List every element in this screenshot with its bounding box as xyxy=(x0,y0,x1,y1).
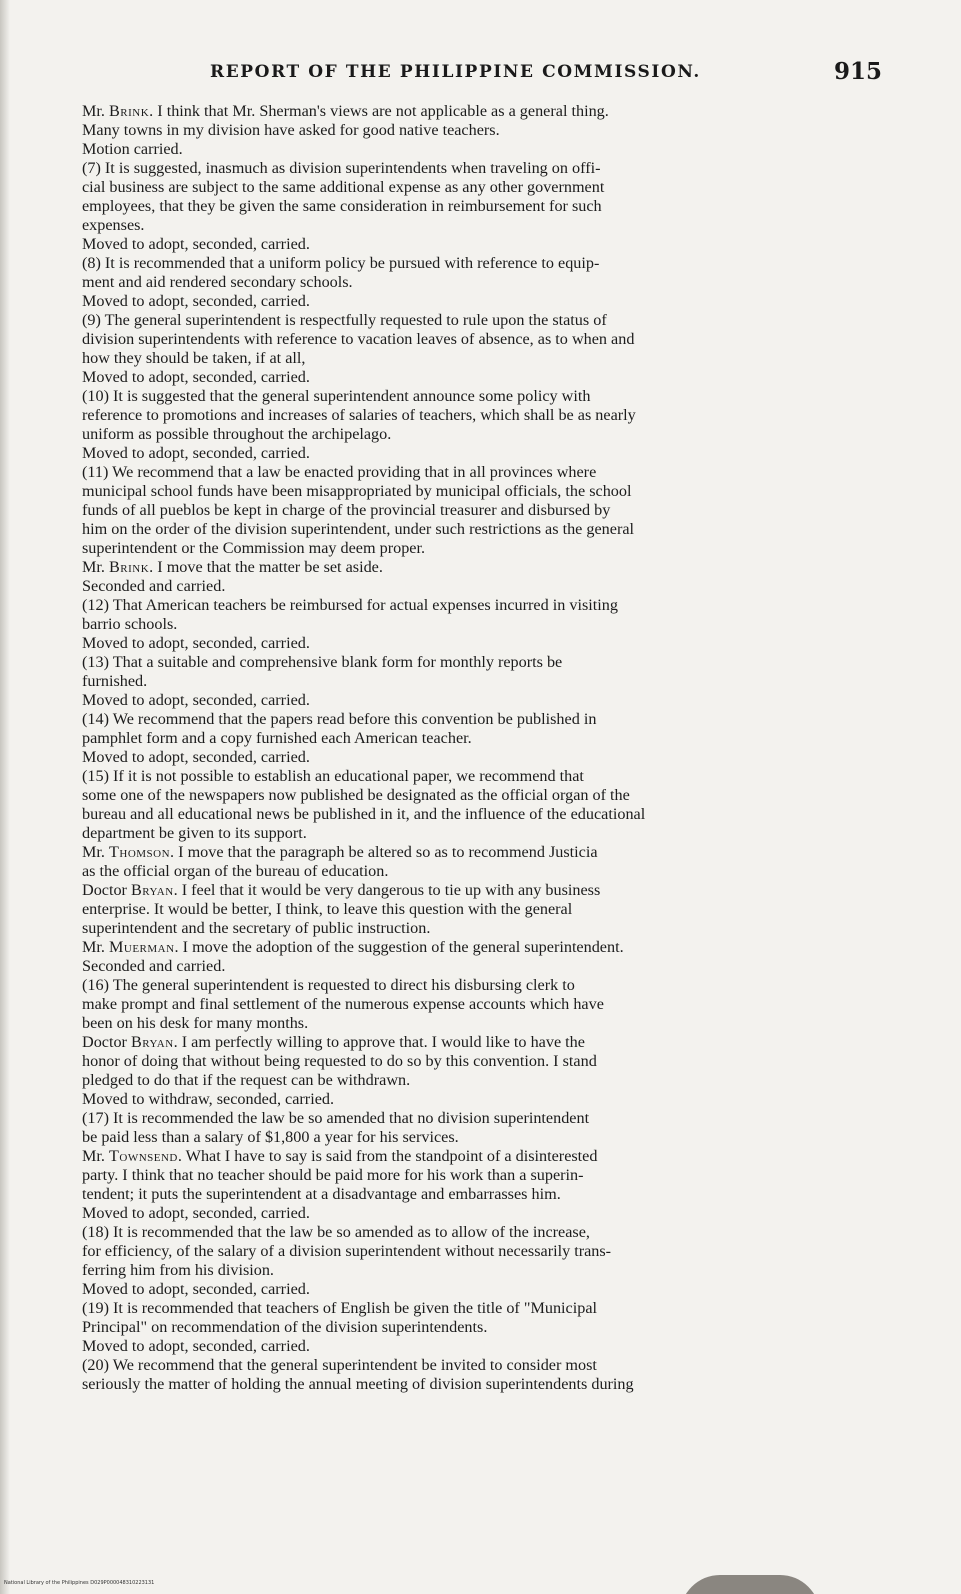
text-line: ferring him from his division. xyxy=(82,1261,274,1279)
text-line: Mr. Townsend. What I have to say is said from the standpoint of a disinterested xyxy=(82,1147,598,1165)
text-line: Principal" on recommendation of the division superintendents. xyxy=(82,1318,488,1336)
text-line: tendent; it puts the superintendent at a disadvantage and embarrasses him. xyxy=(82,1185,561,1203)
text-line: reference to promotions and increases of salaries of teachers, which shall be as nearly xyxy=(82,406,636,424)
text-line: department be given to its support. xyxy=(82,824,307,842)
text-line: Moved to withdraw, seconded, carried. xyxy=(82,1090,335,1108)
text-line: (19) It is recommended that teachers of English be given the title of "Municipal xyxy=(82,1299,598,1317)
text-line: Moved to adopt, seconded, carried. xyxy=(82,444,310,462)
text-line: (10) It is suggested that the general superintendent announce some policy with xyxy=(82,387,591,405)
text-line: superintendent or the Commission may deem proper. xyxy=(82,539,426,557)
text-line: (18) It is recommended that the law be so amended as to allow of the increase, xyxy=(82,1223,590,1241)
text-line: employees, that they be given the same consideration in reimbursement for such xyxy=(82,197,602,215)
text-line: party. I think that no teacher should be paid more for his work than a superin- xyxy=(82,1166,584,1184)
text-line: (12) That American teachers be reimbursed for actual expenses incurred in visiting xyxy=(82,596,618,614)
text-line: expenses. xyxy=(82,216,145,234)
page-number: 915 xyxy=(834,58,883,85)
text-line: Moved to adopt, seconded, carried. xyxy=(82,292,310,310)
text-line: Motion carried. xyxy=(82,140,183,158)
text-line: municipal school funds have been misappropriated by municipal officials, the school xyxy=(82,482,632,500)
text-line: (20) We recommend that the general superintendent be invited to consider most xyxy=(82,1356,597,1374)
scan-artifact xyxy=(680,1575,820,1594)
text-line: Many towns in my division have asked for good native teachers. xyxy=(82,121,500,139)
text-line: (11) We recommend that a law be enacted providing that in all provinces where xyxy=(82,463,597,481)
speaker-name: Brink xyxy=(108,558,150,576)
text-line: make prompt and final settlement of the numerous expense accounts which have xyxy=(82,995,604,1013)
text-line: furnished. xyxy=(82,672,148,690)
text-line: bureau and all educational news be published in it, and the influence of the educational xyxy=(82,805,646,823)
text-line: (8) It is recommended that a uniform policy be pursued with reference to equip- xyxy=(82,254,600,272)
speaker-name: Townsend xyxy=(108,1147,178,1165)
speaker-name: Thomson xyxy=(108,843,171,861)
text-line: uniform as possible throughout the archipelago. xyxy=(82,425,392,443)
text-line: some one of the newspapers now published be designated as the official organ of the xyxy=(82,786,630,804)
text-line: (15) If it is not possible to establish an educational paper, we recommend that xyxy=(82,767,584,785)
text-line: Moved to adopt, seconded, carried. xyxy=(82,235,310,253)
scan-edge-shadow xyxy=(0,0,10,1594)
text-line: Mr. Brink. I think that Mr. Sherman's views are not applicable as a general thing. xyxy=(82,102,609,120)
text-line: ment and aid rendered secondary schools. xyxy=(82,273,353,291)
text-line: barrio schools. xyxy=(82,615,178,633)
text-line: Moved to adopt, seconded, carried. xyxy=(82,1337,310,1355)
text-line: be paid less than a salary of $1,800 a year for his services. xyxy=(82,1128,459,1146)
text-line: how they should be taken, if at all, xyxy=(82,349,306,367)
speaker-name: Bryan xyxy=(131,881,174,899)
text-line: Mr. Thomson. I move that the paragraph be altered so as to recommend Justicia xyxy=(82,843,598,861)
text-line: Seconded and carried. xyxy=(82,957,226,975)
text-line: as the official organ of the bureau of education. xyxy=(82,862,389,880)
text-line: (16) The general superintendent is requested to direct his disbursing clerk to xyxy=(82,976,575,994)
text-line: Doctor Bryan. I feel that it would be very dangerous to tie up with any business xyxy=(82,881,601,899)
speaker-name: Muerman xyxy=(108,938,175,956)
text-line: Seconded and carried. xyxy=(82,577,226,595)
text-line: (14) We recommend that the papers read before this convention be published in xyxy=(82,710,597,728)
text-line: (7) It is suggested, inasmuch as division superintendents when traveling on offi- xyxy=(82,159,601,177)
text-line: superintendent and the secretary of public instruction. xyxy=(82,919,431,937)
text-line: (17) It is recommended the law be so amended that no division superintendent xyxy=(82,1109,590,1127)
text-line: Moved to adopt, seconded, carried. xyxy=(82,368,310,386)
text-line: him on the order of the division superintendent, under such restrictions as the general xyxy=(82,520,635,538)
text-line: been on his desk for many months. xyxy=(82,1014,309,1032)
body-text xyxy=(82,102,868,1394)
text-line: enterprise. It would be better, I think, to leave this question with the general xyxy=(82,900,573,918)
text-line: Moved to adopt, seconded, carried. xyxy=(82,748,310,766)
text-line: Mr. Brink. I move that the matter be set aside. xyxy=(82,558,383,576)
text-line: Doctor Bryan. I am perfectly willing to approve that. I would like to have the xyxy=(82,1033,585,1051)
speaker-name: Bryan xyxy=(131,1033,174,1051)
text-line: seriously the matter of holding the annual meeting of division superintendents during xyxy=(82,1375,634,1393)
text-line: honor of doing that without being requested to do so by this convention. I stand xyxy=(82,1052,597,1070)
library-credit: National Library of the Philippines D029P000048310223131 xyxy=(4,1580,155,1586)
text-line: Mr. Muerman. I move the adoption of the suggestion of the general superintendent. xyxy=(82,938,624,956)
speaker-name: Brink xyxy=(108,102,150,120)
text-line: (13) That a suitable and comprehensive blank form for monthly reports be xyxy=(82,653,563,671)
text-line: division superintendents with reference to vacation leaves of absence, as to when and xyxy=(82,330,635,348)
text-line: pledged to do that if the request can be withdrawn. xyxy=(82,1071,411,1089)
text-line: funds of all pueblos be kept in charge of the provincial treasurer and disbursed by xyxy=(82,501,611,519)
text-line: pamphlet form and a copy furnished each American teacher. xyxy=(82,729,472,747)
text-line: Moved to adopt, seconded, carried. xyxy=(82,634,310,652)
text-line: Moved to adopt, seconded, carried. xyxy=(82,1280,310,1298)
text-line: cial business are subject to the same additional expense as any other government xyxy=(82,178,605,196)
text-line: Moved to adopt, seconded, carried. xyxy=(82,1204,310,1222)
running-title: REPORT OF THE PHILIPPINE COMMISSION. xyxy=(210,62,701,82)
text-line: Moved to adopt, seconded, carried. xyxy=(82,691,310,709)
text-line: (9) The general superintendent is respectfully requested to rule upon the status of xyxy=(82,311,607,329)
text-line: for efficiency, of the salary of a division superintendent without necessarily trans- xyxy=(82,1242,612,1260)
